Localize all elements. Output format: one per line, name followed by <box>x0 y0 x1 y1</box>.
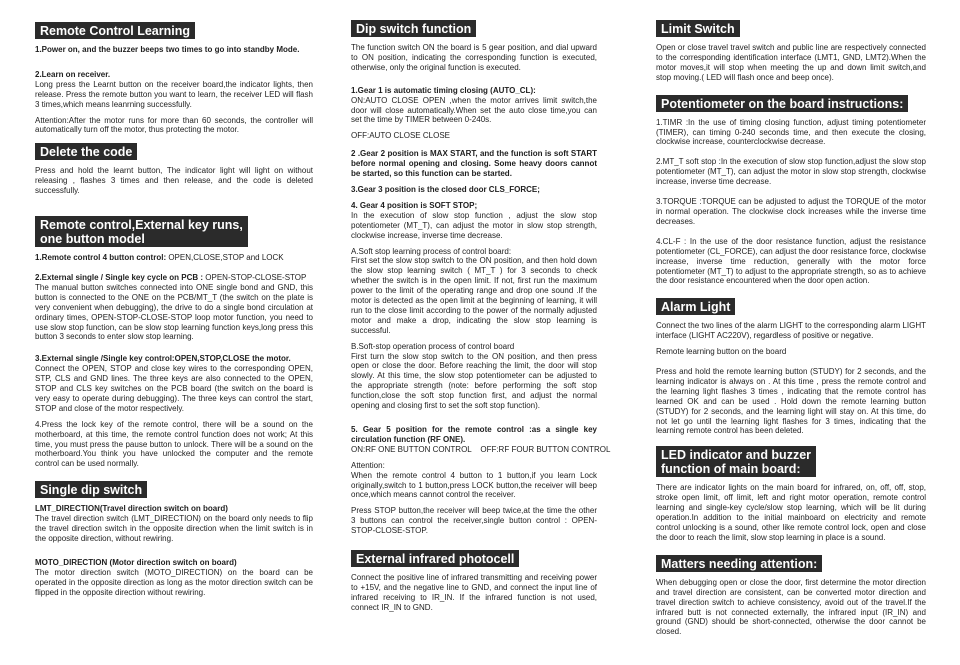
section-alarm-light <box>656 296 926 436</box>
section-potentiometer <box>656 93 926 287</box>
remote-4-button-head: 1.Remote control 4 button control: <box>35 253 167 263</box>
gear4-heading: 4. Gear 4 position is SOFT STOP; <box>351 200 478 210</box>
section-delete-code <box>35 141 313 196</box>
lmt-direction-heading: LMT_DIRECTION(Travel direction switch on board) <box>35 504 228 514</box>
gear1-off-text: OFF:AUTO CLOSE CLOSE <box>351 131 450 141</box>
matters-attention-text: When debugging open or close the door, first determine the motor direction and travel direction are consistent, can be converted motor direction and travel direction switch to achieve consistency, avoid out of the travel.If the infrared butt is not connected externally, the infrared input (IR_IN) and ground (GND) should be short-connected, otherwise the door cannot be closed. <box>656 577 926 637</box>
remote-learning-button-text: Remote learning button on the board <box>656 347 787 357</box>
learn-on-receiver-heading: 2.Learn on receiver. <box>35 69 111 79</box>
heading-led-line1: LED indicator and buzzer <box>661 448 812 463</box>
gear1-text: ON:AUTO CLOSE OPEN ,when the motor arrives limit switch,the door will close automatically.When set the auto close time,you can set the time by TIMER between 0-240s. <box>351 95 597 125</box>
heading-potentiometer: Potentiometer on the board instructions: <box>656 95 908 112</box>
external-single-pcb-text: The manual button switches connected into ONE single bond and GND, this button is connected to the ONE on the PCB/MT_T (the switch on the plate is very convenient when debugging), the drive to do a single bond circulation at ordinary times, OPEN-STOP-CLOSE-STOP loop motor function, you need to use slow stop function, can be slow stop learning function keys,long press this button 3 seconds to enter slow stop learning. <box>35 282 313 342</box>
gear1-heading: 1.Gear 1 is automatic timing closing (AUTO_CL): <box>351 85 536 95</box>
photocell-text: Connect the positive line of infrared transmitting and receiving power to +15V, and the negative line to GND, and connect the input line of infrared receiving to IR_IN. If the infrared function is not used, connect IR_IN to GND. <box>351 573 597 612</box>
section-led-indicator <box>656 446 926 542</box>
heading-matters-attention: Matters needing attention: <box>656 555 822 572</box>
section-remote-control-learning <box>35 18 313 135</box>
heading-led-line2: function of main board: <box>661 462 801 477</box>
led-indicator-text: There are indicator lights on the main board for infrared, on, off, off, stop, stroke open limit, off limit, left and right motor operation, remote control learning and single-key cycle/slow stop learning, which will be lit during operation.In addition to the initial mainboard on electricity and remote control unlocking is a sound, other like remote control lock, open and close the door to reach the limit, slow stop learning in place is a sound. <box>656 483 926 542</box>
remote-4-button-body: OPEN,CLOSE,STOP and LOCK <box>166 253 284 263</box>
section-dip-switch-function <box>351 18 611 536</box>
lock-key-text: 4.Press the lock key of the remote control, there will be a sound on the motherboard, at this time, the remote control function does not work; At this time, you must press the pause button to unlock. There will be a sound on the motherboard.You think you have unlocked the computer and the remote control can be used normally. <box>35 419 313 469</box>
attention-text: When the remote control 4 button to 1 button,if you learn Lock originally,switch to 1 button,press LOCK button,the receiver will beep once,which means cannot control the receiver. <box>351 470 597 500</box>
section-matters-attention <box>656 553 926 637</box>
soft-stop-operation-text: First turn the slow stop switch to the ON position, and then press open or close the door. Before reaching the limit, the door will stop slowly. At this time, the slow stop potentiometer can be adjusted to the appropriate strength (note: before performing the soft stop function,close the soft stop function first, and adjust the normal opening and closing first to set the soft stop function). <box>351 351 597 411</box>
heading-remote-external <box>35 216 248 247</box>
external-single-key-heading: 3.External single /Single key control:OPEN,STOP,CLOSE the motor. <box>35 354 291 364</box>
heading-delete-code: Delete the code <box>35 143 137 160</box>
cl-f-text: 4.CL-F : In the use of the door resistance function, adjust the resistance potentiometer (CL_FORCE), can adjust the door resistance force, clockwise increase, inverse time reduction, generally with the motor force potentiometer (MT_T) to adjust to the appropriate strength, so as to achieve the door resistance encountered when the door open action. <box>656 236 926 286</box>
power-on-text: 1.Power on, and the buzzer beeps two times to go into standby Mode. <box>35 45 300 54</box>
column-right <box>656 18 926 643</box>
learn-on-receiver-text: Long press the Learnt button on the receiver board,the indicator lights, then release. Press the remote button you want to learn, the receiver LED will flash 3 times,which means leanrning successfully. <box>35 79 313 109</box>
external-single-pcb-tail: OPEN-STOP-CLOSE-STOP <box>203 272 307 282</box>
heading-alarm-light: Alarm Light <box>656 298 735 315</box>
lmt-direction-text: The travel direction switch (LMT_DIRECTION) on the board only needs to flip the travel direction switch in the opposite direction when the limit switch is in the opposite direction, without rewiring. <box>35 514 313 543</box>
timr-text: 1.TIMR :In the use of timing closing function, adjust timing potentiometer (TIMER), can timing 0-240 seconds time, and then execute the closing, clockwise increase, counterclockwise decrease. <box>656 117 926 147</box>
attention-heading: Attention: <box>351 460 385 470</box>
external-single-pcb-heading <box>35 273 313 283</box>
heading-dip-switch-function: Dip switch function <box>351 20 476 37</box>
gear2-heading: 2 .Gear 2 position is MAX START, and the function is soft START before normal opening and closing. Some heavy doors cannot be started, so this function can be started. <box>351 149 597 179</box>
section-remote-external <box>35 216 313 469</box>
soft-stop-operation-heading: B.Soft-stop operation process of control board <box>351 341 515 351</box>
heading-single-dip: Single dip switch <box>35 481 147 498</box>
gear5-heading: 5. Gear 5 position for the remote control :as a single key circulation function (RF ONE). <box>351 425 597 444</box>
moto-direction-text: The motor direction switch (MOTO_DIRECTION) on the board can be operated in the opposite direction as long as the motor direction switch can be flipped in the opposite direction without rewiring. <box>35 567 313 597</box>
heading-remote-external-line2: one button model <box>40 232 145 247</box>
section-photocell <box>351 548 597 613</box>
moto-direction-heading: MOTO_DIRECTION (Motor direction switch on board) <box>35 557 237 567</box>
heading-photocell: External infrared photocell <box>351 550 519 567</box>
dip-intro-text: The function switch ON the board is 5 gear position, and dial upward to ON position, indicating the corresponding function is executed, otherwise, only the original function is executed. <box>351 43 597 72</box>
delete-code-text: Press and hold the learnt button, The indicator light will light on without releasing , flashes 3 times and then release, and the code is deleted successfully. <box>35 166 313 196</box>
heading-remote-control-learning: Remote Control Learning <box>35 22 195 39</box>
torque-text: 3.TORQUE :TORQUE can be adjusted to adjust the TORQUE of the motor in normal operation. The clockwise clock increases while the inverse time decreases. <box>656 197 926 226</box>
column-middle <box>351 18 611 619</box>
alarm-light-text: Connect the two lines of the alarm LIGHT to the corresponding alarm LIGHT interface (LIGHT AC220V), regardless of positive or negative. <box>656 321 926 341</box>
mt-t-text: 2.MT_T soft stop :In the execution of slow stop function,adjust the slow stop potentiometer (MT_T), can adjust the motor in slow stop strength, clockwise increase, inverse time decrease. <box>656 157 926 187</box>
section-limit-switch <box>656 18 926 83</box>
gear4-text: In the execution of slow stop function , adjust the slow stop potentiometer (MT_T), can adjust the motor in slow stop strength, clockwise increase, inverse time decrease. <box>351 210 597 240</box>
gear5-text: ON:RF ONE BUTTON CONTROL OFF:RF FOUR BUTTON CONTROL <box>351 444 611 454</box>
soft-stop-learning-text: First set the slow stop switch to the ON position, and then hold down the slow stop learning switch ( MT_T ) for 3 seconds to check whether the switch is in the open limit. If not, first run the maximum power to the limit of the operating range and drop one sound .If the motor is detected as the open limit at the beginning of learning, it will run to the close limit according to the power of the normally adjusted motor and make a drop, indicating the slow stop learning is successful. <box>351 256 597 335</box>
learning-attention-text: Attention:After the motor runs for more than 60 seconds, the controller will automatically turn off the motor, thus protecting the motor. <box>35 115 313 135</box>
soft-stop-learning-heading: A.Soft stop learning process of control board: <box>351 246 512 256</box>
heading-limit-switch: Limit Switch <box>656 20 740 37</box>
external-single-key-text: Connect the OPEN, STOP and close key wires to the corresponding OPEN, STP, CLS and GND lines. The three keys are also connected to the OPEN, STOP and CLS key switches on the PCB board (the switch on the board is very easy to operate during debugging). The three keys can control the start, STOP and close of the motor respectively. <box>35 364 313 413</box>
section-single-dip <box>35 479 313 597</box>
stop-button-text: Press STOP button,the receiver will beep twice,at the time the other 3 buttons can control the receiver,single button control : OPEN-STOP-CLOSE-STOP. <box>351 506 597 536</box>
study-button-text: Press and hold the remote learning button (STUDY) for 2 seconds, and the learning indicator is always on . At this time , press the remote control and the learning light flashes 3 times , indicating that the remote control has learned OK and can be used . Hold down the remote learning button (STUDY) for 2 seconds, and the learning light will stay on. At this time, do not let go until the learning light flashes for 3 times, indicating that the learning remote control has been deleted. <box>656 367 926 436</box>
limit-switch-text: Open or close travel travel switch and public line are respectively connected to the corresponding identification interface (LMT1, GND, LMT2).When the motor moves,it will stop when meeting the up and down limit switch,and stop moving.( LED will flash once and beep once). <box>656 43 926 82</box>
gear3-heading: 3.Gear 3 position is the closed door CLS_FORCE; <box>351 184 540 194</box>
heading-led-indicator <box>656 446 816 477</box>
heading-remote-external-line1: Remote control,External key runs, <box>40 218 243 233</box>
remote-4-button-text <box>35 253 313 263</box>
external-single-pcb-head: 2.External single / Single key cycle on PCB : <box>35 272 204 282</box>
column-left <box>35 18 313 604</box>
